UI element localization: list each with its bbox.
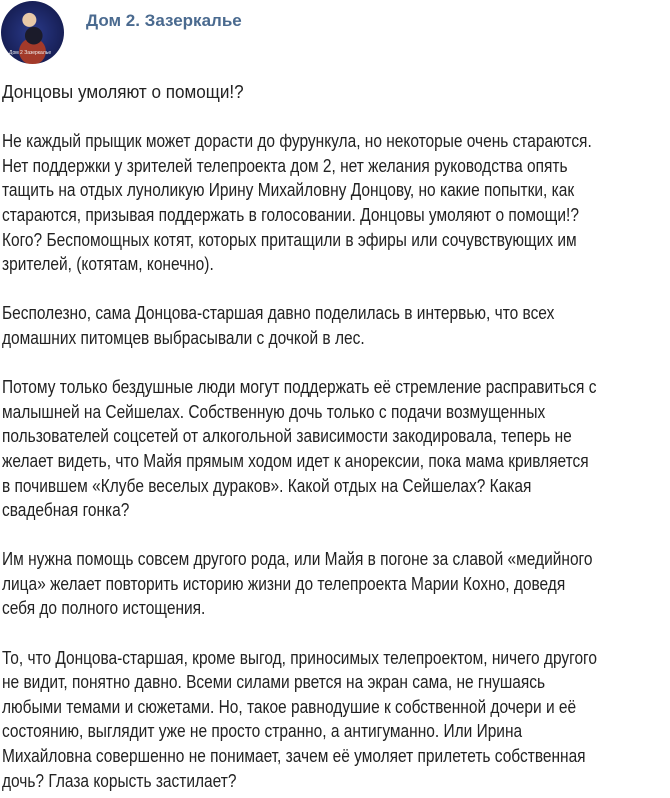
post-paragraph [2, 301, 670, 350]
group-avatar[interactable] [1, 1, 64, 64]
paragraph-line: Михайловна совершенно не понимает, зачем её умоляет прилететь собственная [2, 746, 586, 767]
paragraph-line: домашних питомцев выбрасывали с дочкой в лес. [2, 327, 365, 348]
paragraph-line: Не каждый прыщик может дорасти до фурункула, но некоторые очень стараются. [2, 131, 592, 152]
paragraph-line: Нет поддержки у зрителей телепроекта дом 2, нет желания руководства опять [2, 155, 568, 176]
post-title: Донцовы умоляют о помощи!? [2, 82, 244, 102]
paragraph-line: стараются, призывая поддержать в голосовании. Донцовы умоляют о помощи!? [2, 204, 579, 225]
paragraph-line: То, что Донцова-старшая, кроме выгод, приносимых телепроектом, ничего другого [2, 647, 597, 668]
paragraph-line: Бесполезно, сама Донцова-старшая давно поделилась в интервью, что всех [2, 303, 555, 324]
paragraph-line: любыми темами и сюжетами. Но, такое равнодушие к собственной дочери и её [2, 696, 577, 717]
post-text [2, 80, 670, 793]
paragraph-line: желает видеть, что Майя прямым ходом идет к анорексии, пока мама кривляется [2, 450, 589, 471]
paragraph-line: в почившем «Клубе веселых дураков». Какой отдых на Сейшелах? Какая [2, 475, 532, 496]
post-paragraph [2, 375, 670, 523]
paragraph-line: Им нужна помощь совсем другого рода, или Майя в погоне за славой «медийного [2, 549, 593, 570]
paragraph-line: состоянию, выглядит уже не просто странно, а антигуманно. Или Ирина [2, 721, 523, 742]
paragraph-line: пользователей соцсетей от алкогольной зависимости закодировала, теперь не [2, 426, 572, 447]
paragraph-line: не видит, понятно давно. Всеми силами рвется на экран сама, не гнушаясь [2, 672, 546, 693]
paragraph-line: себя до полного истощения. [2, 598, 206, 619]
post-paragraph [2, 129, 670, 277]
paragraph-line: дочь? Глаза корысть застилает? [2, 770, 237, 791]
paragraph-line: Кого? Беспомощных котят, которых притащили в эфиры или сочувствующих им [2, 229, 577, 250]
paragraph-line: малышней на Сейшелах. Собственную дочь только с подачи возмущенных [2, 401, 546, 422]
group-name-link[interactable]: Дом 2. Зазеркалье [86, 11, 242, 30]
paragraph-line: свадебная гонка? [2, 500, 130, 521]
paragraph-line: лица» желает повторить историю жизни до телепроекта Марии Кохно, доведя [2, 573, 566, 594]
paragraph-line: тащить на отдых луноликую Ирину Михайловну Донцову, но какие попытки, как [2, 180, 575, 201]
avatar-caption: Дом 2 Зазеркалье [9, 50, 52, 56]
post-paragraph [2, 646, 670, 794]
post-paragraph [2, 547, 670, 621]
paragraph-line: зрителей, (котятам, конечно). [2, 254, 214, 275]
paragraph-line: Потому только бездушные люди могут поддержать её стремление расправиться с [2, 377, 597, 398]
post-header [0, 0, 670, 66]
